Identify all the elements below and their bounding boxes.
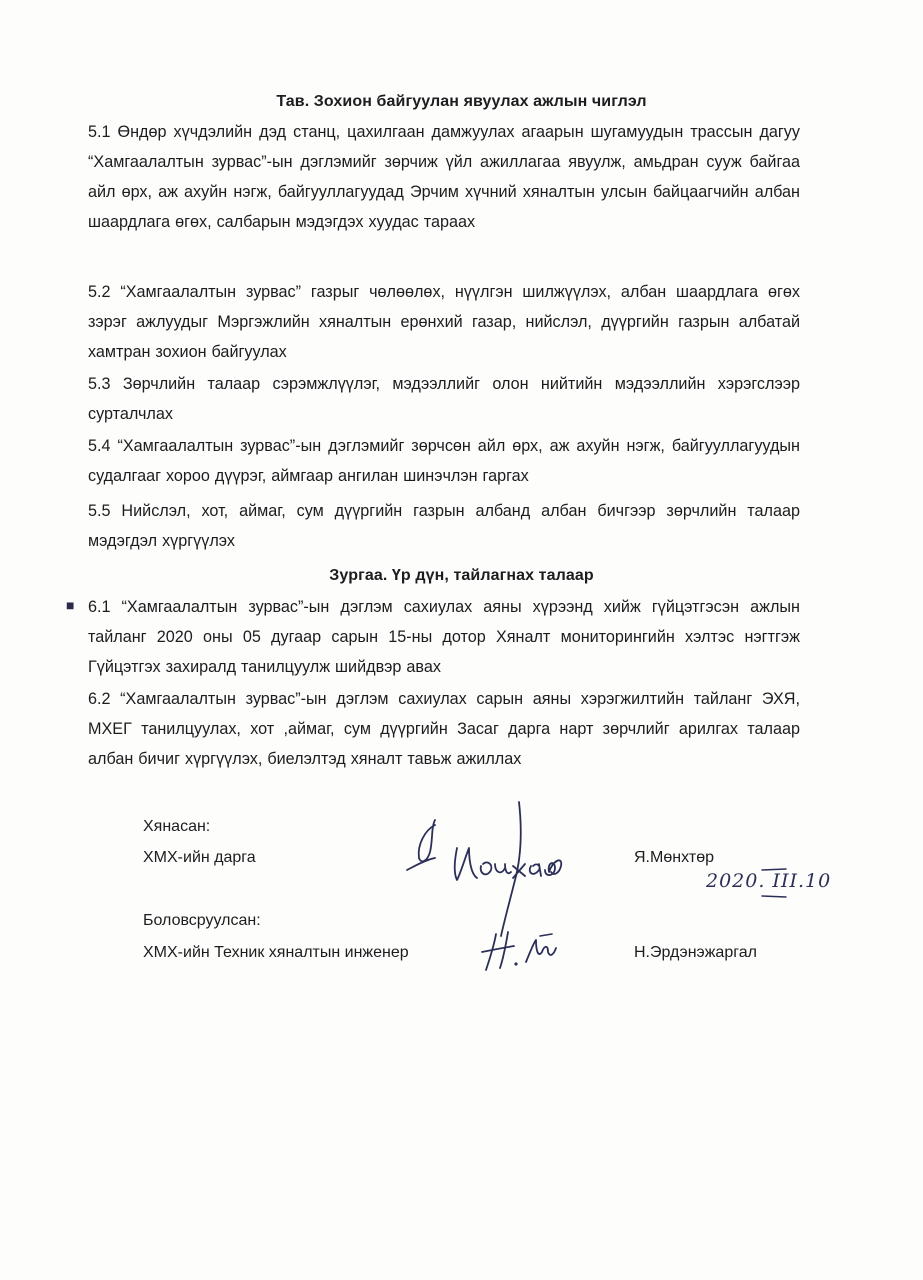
checked-position: ХМХ-ийн дарга xyxy=(143,849,256,866)
section-6-title: Зургаа. Үр дүн, тайлагнах талаар xyxy=(329,567,594,584)
date-overline-icon xyxy=(760,866,790,876)
bullet-icon: ■ xyxy=(66,597,75,613)
date-underline-icon xyxy=(760,892,790,902)
handwritten-date: 2020. III.10 xyxy=(706,870,832,892)
prepared-name: Н.Эрдэнэжаргал xyxy=(634,944,757,961)
item-5-1: 5.1 Өндөр хүчдэлийн дэд станц, цахилгаан дамжуулах агаарын шугамуудын трассын дагуу “Хамгаалалтын зурвас”-ын дэглэмийг зөрчиж үйл ажиллагаа явуулж, амьдран сууж байгаа айл өрх, аж ахуйн нэгж, байгууллагуудад Эрчим хүчний хяналтын улсын байцаагчийн албан шаардлага өгөх, салбарын мэдэгдэх хуудас тараах xyxy=(88,123,800,231)
prepared-position: ХМХ-ийн Техник хяналтын инженер xyxy=(143,944,409,961)
engineer-signature xyxy=(478,928,568,976)
checked-name: Я.Мөнхтөр xyxy=(634,849,715,866)
item-5-5: 5.5 Нийслэл, хот, аймаг, сум дүүргийн газрын албанд албан бичгээр зөрчлийн талаар мэдэгдэл хүргүүлэх xyxy=(88,502,800,550)
item-6-1: 6.1 “Хамгаалалтын зурвас”-ын дэглэм сахиулах аяны хүрээнд хийж гүйцэтгэсэн ажлын тайланг 2020 оны 05 дугаар сарын 15-ны дотор Хяналт мониторингийн хэлтэс нэгтгэж Гүйцэтгэх захиралд танилцуулж шийдвэр авах xyxy=(88,598,800,676)
item-5-4: 5.4 “Хамгаалалтын зурвас”-ын дэглэмийг зөрчсөн айл өрх, аж ахуйн нэгж, байгууллагуудын судалгааг хороо дүүрэг, аймгаар ангилан шинэчлэн гаргах xyxy=(88,437,800,485)
section-5-title: Тав. Зохион байгуулан явуулах ажлын чиглэл xyxy=(276,93,647,110)
checked-label: Хянасан: xyxy=(143,818,211,835)
director-signature xyxy=(395,800,595,940)
item-6-2: 6.2 “Хамгаалалтын зурвас”-ын дэглэм сахиулах сарын аяны хэрэгжилтийн тайланг ЭХЯ, МХЕГ танилцуулах, хот ,аймаг, сум дүүргийн Засаг дарга нарт зөрчлийг арилгах талаар албан бичиг хүргүүлэх, биелэлтэд хяналт тавьж ажиллах xyxy=(88,690,800,768)
item-5-2: 5.2 “Хамгаалалтын зурвас” газрыг чөлөөлөх, нүүлгэн шилжүүлэх, албан шаардлага өгөх зэрэг ажлуудыг Мэргэжлийн хяналтын ерөнхий газар, нийслэл, дүүргийн газрын албатай хамтран зохион байгуулах xyxy=(88,283,800,361)
prepared-label: Боловсруулсан: xyxy=(143,912,261,929)
item-5-3: 5.3 Зөрчлийн талаар сэрэмжлүүлэг, мэдээллийг олон нийтийн мэдээллийн хэрэгслээр сурталчлах xyxy=(88,375,800,423)
